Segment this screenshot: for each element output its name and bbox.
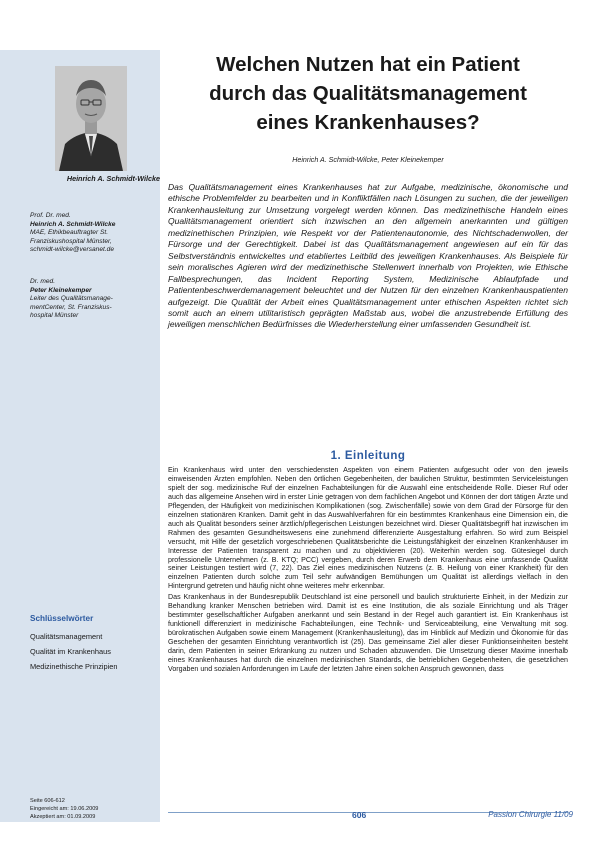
photo-caption: Heinrich A. Schmidt-Wilcke	[66, 174, 160, 183]
title-line-1: Welchen Nutzen hat ein Patient	[216, 53, 520, 76]
author-info-1	[30, 212, 154, 255]
author2-title: Dr. med.	[30, 278, 56, 285]
author-info-2	[30, 278, 154, 321]
author2-line3: hospital Münster	[30, 312, 79, 320]
author1-title: Prof. Dr. med.	[30, 212, 71, 219]
meta-accepted: Akzeptiert am: 01.09.2009	[30, 813, 96, 820]
author-photo	[55, 66, 127, 171]
keyword-item: Qualitätsmanagement	[30, 632, 103, 641]
meta-received: Eingereicht am: 19.06.2009	[30, 805, 99, 812]
submission-meta	[30, 798, 158, 821]
page-number: 606	[352, 810, 367, 820]
keywords-box	[30, 614, 158, 674]
paragraph: Ein Krankenhaus wird unter den verschiedensten Aspekten von einem Patienten aufgesucht oder von den jeweils einweisenden Ärzten empfohlen. Neben den örtlichen Gegebenheiten, der baulichen Struktur, bestimmten Serviceleistungen spielt der sog. medizinische Ruf der einzelnen Fachabteilungen für die Auswahl eine entscheidende Rolle. Dieser Ruf oder auch das allgemeine Ansehen wird in erster Linie getragen von dem fachlichen Angebot und Können der dort tätigen Ärzte und Pflegenden, der Häufigkeit von medizinischen Komplikationen (sog. Zwischenfälle) sowie von dem Grad der Fürsorge für den einzelnen stationären Kranken. Damit geht in das Auswahlverfahren für ein bestimmtes Krankenhaus eine Dimension ein, die auch als Qualität besonders seiner ärztlich/pflegerischen Leistungen bezeichnet wird. Dieser Qualitätsbegriff hat inzwischen im Rahmen des gesamten Gesundheitswesens eine zunehmend differenzierte Ausgestaltung erfahren. So wird zum Beispiel versucht, mit Hilfe der gesetzlich vorgeschriebenen Qualitätsberichte die Leistungsfähigkeit der einzelnen Krankenhäuser im Interesse der Patienten transparent zu machen und zu objektivieren (20). Weiterhin werden sog. Gütesiegel durch professionelle Unternehmen (z. B. KTQ; PCC) vergeben, durch deren Erwerb dem Krankenhaus eine umfassende Qualität seiner Leistungen testiert wird (7, 22). Das Ziel eines medizinischen Nutzens (z. B. Heilung von einer Krankheit) für den einzelnen Patienten durch solche zum Teil sehr aufwändigen Bemühungen um Qualität ist allerdings vielfach in den Hintergrund getreten und häufig nicht ohne weiteres mehr erkennbar.	[168, 466, 568, 591]
author1-name: Heinrich A. Schmidt-Wilcke	[30, 220, 116, 228]
keyword-item: Qualität im Krankenhaus	[30, 647, 111, 656]
meta-pages: Seite 606-612	[30, 798, 65, 804]
author-byline: Heinrich A. Schmidt-Wilcke, Peter Kleinekemper	[292, 156, 444, 164]
section-heading: 1. Einleitung	[330, 450, 406, 462]
author1-line1: MAE, Ethikbeauftragter St.	[30, 229, 109, 237]
journal-name: Passion Chirurgie 11/09	[488, 810, 573, 819]
article-title	[168, 50, 568, 137]
author1-email[interactable]: schmidt-wilcke@versanet.de	[30, 246, 115, 254]
author1-line2: Franziskushospital Münster,	[30, 237, 112, 245]
abstract: Das Qualitätsmanagement eines Krankenhauses hat zur Aufgabe, medizinische, ökonomische und ethische Problemfelder zu bearbeiten und in Konfliktfällen nach Lösungen zu suchen, die der jeweiligen Krankenhausleitung zur Umsetzung vorgelegt werden können. Das medizinethische Handeln eines Qualitätsmanagement orientiert sich inzwischen an den allgemein anerkannten und gültigen medizinethischen Prinzipien, wie Respekt vor der Patientenautonomie, des Nichtschadenwollen, der Fürsorge und der Gerechtigkeit. Dabei ist das Qualitätsmanagement angewiesen auf ein für das Selbstverständnis entwickeltes und etabliertes Leitbild des jeweiligen Krankenhauses. Als Beispiele für sein moralisches Agieren wird der medizinethische Stellenwert innerhalb von Projekten, wie Ethische Fallbesprechungen, das Incident Reporting System, Medizinische Ablaufpfade und Patientenbeschwerdemanagement beleuchtet und der Nutzen für den einzelnen Krankenhauspatienten aufgezeigt. Die Qualität der Arbeit eines Qualitätsmanagement unter ethischen Aspekten richtet sich somit auch an einem utilitaristisch geprägten Maßstab aus, wobei die anzustrebende Erfüllung des jeweiligen menschlichen Bedürfnisses die Wiederherstellung einer umfassenden Gesundheit ist.	[168, 182, 568, 330]
author2-line2: mentCenter, St. Franziskus-	[30, 303, 112, 311]
author2-name: Peter Kleinekemper	[30, 286, 92, 294]
author2-line1: Leiter des Qualitätsmanage-	[30, 295, 113, 303]
title-line-3: eines Krankenhauses?	[256, 111, 480, 134]
body-text	[168, 466, 568, 676]
paragraph: Das Krankenhaus in der Bundesrepublik Deutschland ist eine personell und baulich strukturierte Einheit, in der Medizin zur Behandlung kranker Menschen betrieben wird. Damit ist es eine Institution, die als soziale Einrichtung und als Träger bestimmter gesellschaftlicher Aufgaben anerkannt und sein Bestand in der Regel auch garantiert ist. Ein Krankenhaus ist funktionell differenziert in medizinische Fachabteilungen, eine Technik- und Serviceabteilung, eine Verwaltung mit sog. bürokratischen Aufgaben sowie einem Management (Krankenhausleitung), das im Hinblick auf Medizin und Ökonomie für das Geschehen der gesamten Einrichtung verantwortlich ist (25). Das gemeinsame Ziel aller dieser Funktionseinheiten besteht darin, dem Patienten in seiner Erkrankung zu nutzen und Schaden abzuwenden. Die Umsetzung dieser Maxime innerhalb eines Krankenhauses hat durch die einzelnen medizinischen Standards, die betrieblichen Gegebenheiten, die gesetzlichen Vorgaben und sozialen Anforderungen im Laufe der letzten Jahre einen solchen Anspruch gewonnen, dass	[168, 593, 568, 673]
title-line-2: durch das Qualitätsmanagement	[209, 82, 527, 105]
keyword-item: Medizinethische Prinzipien	[30, 662, 118, 671]
keywords-title: Schlüsselwörter	[30, 614, 94, 623]
